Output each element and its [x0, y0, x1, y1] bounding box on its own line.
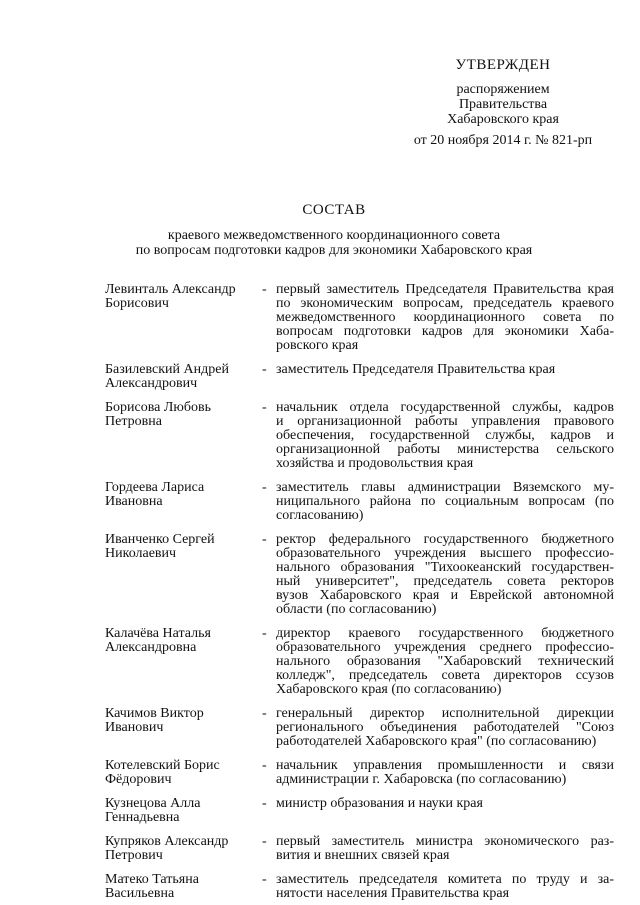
approval-line: распоряжением — [456, 82, 550, 97]
member-dash: - — [262, 872, 267, 887]
member-entry — [105, 759, 613, 787]
member-name — [105, 759, 255, 787]
member-role — [276, 283, 614, 353]
member-role — [276, 363, 614, 377]
member-role-line: генеральный директор исполнительной дирекции — [276, 706, 614, 721]
approval-line: Хабаровского края — [447, 112, 559, 127]
member-role-line: заместитель Председателя Правительства края — [276, 362, 556, 377]
member-name — [105, 873, 255, 901]
member-name — [105, 283, 255, 311]
member-role-line: заместитель главы администрации Вяземского му- — [276, 480, 614, 495]
document-subtitle-line: по вопросам подготовки кадров для экономики Хабаровского края — [135, 243, 533, 258]
member-role-line: вопросам подготовки кадров для экономики Хаба- — [276, 324, 614, 339]
member-name — [105, 835, 255, 863]
member-name — [105, 481, 255, 509]
member-name-line: Левинталь Александр — [105, 282, 236, 297]
approval-date: от 20 ноября 2014 г. № 821-рп — [413, 133, 593, 148]
member-role-line: начальник отдела государственной службы, кадров — [276, 400, 614, 415]
member-role — [276, 835, 614, 863]
member-name — [105, 797, 255, 825]
member-role-line: регионального объединения работодателей "Союз — [276, 720, 614, 735]
member-dash: - — [262, 626, 267, 641]
member-role-line: первый заместитель Председателя Правительства края — [276, 282, 614, 297]
member-dash: - — [262, 532, 267, 547]
member-name-line: Борисова Любовь — [105, 400, 211, 415]
member-role-line: нятости населения Правительства края — [276, 886, 510, 901]
member-name-line: Базилевский Андрей — [105, 362, 229, 377]
member-role — [276, 481, 614, 523]
member-entry — [105, 873, 613, 901]
member-name-line: Васильевна — [105, 886, 175, 901]
member-role-line: заместитель председателя комитета по труду и за- — [276, 872, 614, 887]
member-role — [276, 401, 614, 471]
member-entry — [105, 481, 613, 523]
member-name-line: Котелевский Борис — [105, 758, 220, 773]
member-role-line: межведомственного координационного совета по — [276, 310, 614, 325]
member-role-line: согласованию) — [276, 508, 364, 523]
member-role-line: министр образования и науки края — [276, 796, 483, 811]
member-role-line: области (по согласованию) — [276, 602, 437, 617]
member-role-line: первый заместитель министра экономического раз- — [276, 834, 614, 849]
member-role-line: ниципального района по социальным вопросам (по — [276, 494, 614, 509]
document-subtitle-line: краевого межведомственного координационного совета — [167, 228, 501, 243]
member-name-line: Гордеева Лариса — [105, 480, 205, 495]
member-role-line: начальник управления промышленности и связи — [276, 758, 614, 773]
member-entry — [105, 533, 613, 617]
member-entry — [105, 835, 613, 863]
member-role-line: и организационной работы управления правового — [276, 414, 614, 429]
approval-line: Правительства — [458, 97, 548, 112]
member-role-line: ровского края — [276, 338, 359, 353]
member-role-line: обеспечения, государственной службы, кадров и — [276, 428, 614, 443]
member-name-line: Александрович — [105, 376, 198, 391]
member-name — [105, 533, 255, 561]
member-name-line: Борисович — [105, 296, 169, 311]
member-role-line: работодателей Хабаровского края" (по согласованию) — [276, 734, 597, 749]
approval-stamp — [398, 58, 608, 148]
member-role-line: ный университет", председатель совета ректоров — [276, 574, 614, 589]
member-name-line: Матеко Татьяна — [105, 872, 199, 887]
member-dash: - — [262, 480, 267, 495]
member-role-line: ректор федерального государственного бюджетного — [276, 532, 614, 547]
member-role — [276, 873, 614, 901]
member-entry — [105, 707, 613, 749]
member-role-line: нального образования "Тихоокеанский государствен- — [276, 560, 614, 575]
member-name — [105, 363, 255, 391]
member-dash: - — [262, 400, 267, 415]
member-name — [105, 401, 255, 429]
member-name-line: Качимов Виктор — [105, 706, 204, 721]
member-role-line: организационной работы министерства сельского — [276, 442, 614, 457]
member-role — [276, 533, 614, 617]
member-name-line: Александровна — [105, 640, 197, 655]
member-name-line: Купряков Александр — [105, 834, 229, 849]
member-name-line: Фёдорович — [105, 772, 172, 787]
member-role-line: нального образования "Хабаровский технический — [276, 654, 614, 669]
approval-title: УТВЕРЖДЕН — [455, 57, 551, 73]
member-name-line: Петровна — [105, 414, 162, 429]
member-dash: - — [262, 758, 267, 773]
member-name-line: Геннадьевна — [105, 810, 180, 825]
member-name-line: Калачёва Наталья — [105, 626, 211, 641]
member-entry — [105, 283, 613, 353]
member-role-line: образовательного учреждения среднего профессио- — [276, 640, 614, 655]
document-title: СОСТАВ — [302, 202, 366, 218]
member-role — [276, 759, 614, 787]
member-entry — [105, 401, 613, 471]
member-name-line: Петрович — [105, 848, 163, 863]
member-dash: - — [262, 834, 267, 849]
member-role-line: администрации г. Хабаровска (по согласованию) — [276, 772, 567, 787]
member-dash: - — [262, 362, 267, 377]
member-role-line: Хабаровского края (по согласованию) — [276, 682, 502, 697]
member-role — [276, 707, 614, 749]
member-entry — [105, 363, 613, 391]
member-entry — [105, 797, 613, 825]
member-role — [276, 797, 614, 811]
member-role-line: директор краевого государственного бюджетного — [276, 626, 614, 641]
member-role-line: колледж", председатель совета директоров ссузов — [276, 668, 614, 683]
member-role-line: хозяйства и продовольствия края — [276, 456, 474, 471]
member-name-line: Иванович — [105, 720, 164, 735]
member-name-line: Николаевич — [105, 546, 177, 561]
member-name-line: Иванченко Сергей — [105, 532, 215, 547]
member-name-line: Ивановна — [105, 494, 163, 509]
member-role-line: по экономическим вопросам, председатель краевого — [276, 296, 614, 311]
member-name — [105, 627, 255, 655]
member-role-line: вузов Хабаровского края и Еврейской автономной — [276, 588, 614, 603]
member-entry — [105, 627, 613, 697]
document-heading — [60, 203, 608, 258]
member-dash: - — [262, 796, 267, 811]
member-name-line: Кузнецова Алла — [105, 796, 201, 811]
member-dash: - — [262, 706, 267, 721]
member-role-line: образовательного учреждения высшего профессио- — [276, 546, 614, 561]
member-role-line: вития и внешних связей края — [276, 848, 450, 863]
member-dash: - — [262, 282, 267, 297]
member-name — [105, 707, 255, 735]
member-role — [276, 627, 614, 697]
